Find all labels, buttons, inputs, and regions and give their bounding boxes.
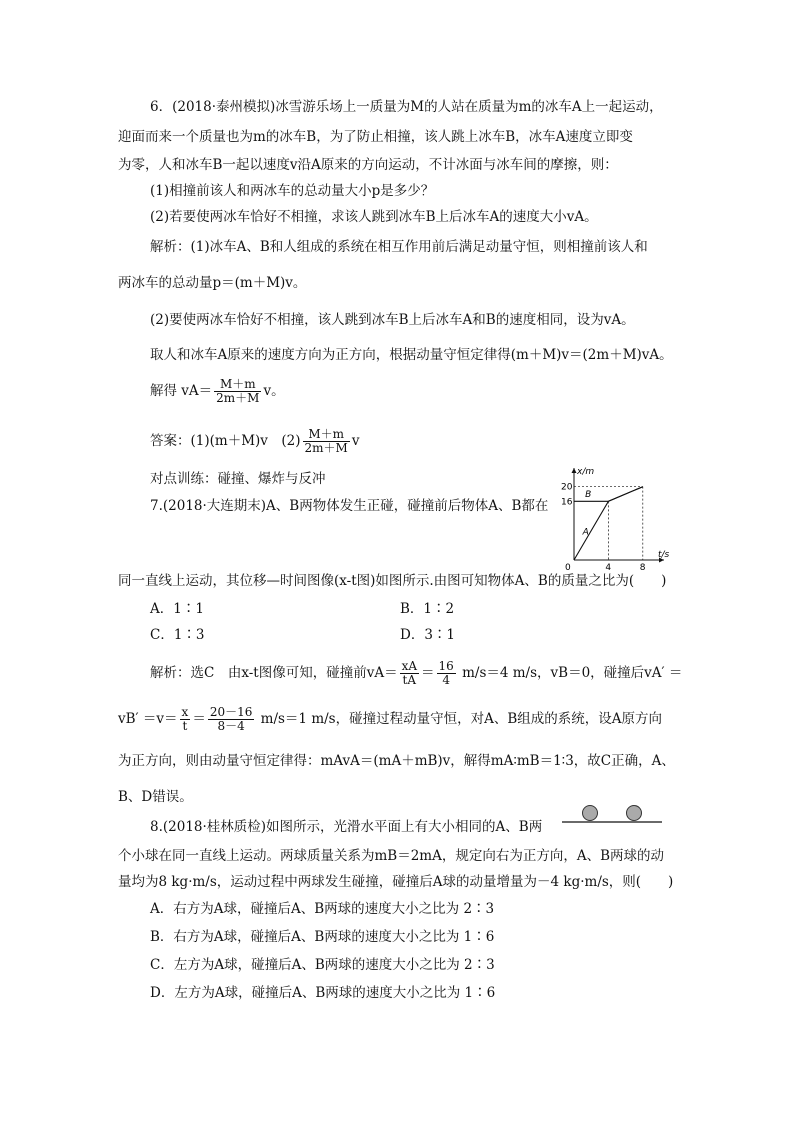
q7-solution-3: 为正方向，则由动量守恒定律得：mAvA＝(mA＋mB)v，解得mA∶mB＝1∶3，故C正确，A、 <box>118 753 675 769</box>
q6-solution-1: 解析：(1)冰车A、B和人组成的系统在相互作用前后满足动量守恒，则相撞前该人和 <box>150 239 648 255</box>
x-tick-label: 8 <box>639 563 646 572</box>
q7-option-c: C．1∶3 <box>150 627 205 643</box>
fraction-numerator: 16 <box>438 659 454 673</box>
q7-sol2-b: m/s＝1 m/s，碰撞过程动量守恒，对A、B组成的系统，设A原方向 <box>260 711 663 727</box>
q6-line3: 为零，人和冰车B一起以速度v沿A原来的方向运动，不计冰面与冰车间的摩擦，则： <box>118 157 618 173</box>
fraction-numerator: 20－16 <box>209 705 253 719</box>
q8-option-c: C．左方为A球，碰撞后A、B两球的速度大小之比为 2∶3 <box>150 957 495 973</box>
q6-solution-5 <box>150 378 285 405</box>
q6-line2: 迎面而来一个质量也为m的冰车B，为了防止相撞，该人跳上冰车B，冰车A速度立即变 <box>118 129 633 145</box>
q6-solution-4: 取人和冰车A原来的速度方向为正方向，根据动量守恒定律得(m＋M)v＝(2m＋M)vA。 <box>150 347 673 363</box>
q8-line2: 个小球在同一直线上运动。两球质量关系为mB＝2mA，规定向右为正方向，A、B两球的动 <box>118 848 665 864</box>
y-tick-label: 16 <box>561 497 573 508</box>
y-axis-label: x/m <box>577 467 595 477</box>
ball-left <box>583 806 598 821</box>
y-tick-label: 20 <box>561 482 573 493</box>
q8-line1: 8.(2018·桂林质检)如图所示，光滑水平面上有大小相同的A、B两 <box>150 819 543 835</box>
q8-option-d: D．左方为A球，碰撞后A、B两球的速度大小之比为 1∶6 <box>150 985 496 1001</box>
q7-option-b: B．1∶2 <box>400 601 455 617</box>
q7-fraction-xa-ta <box>400 660 419 687</box>
y-axis-arrow <box>572 468 577 473</box>
q6-answer-prefix: 答案：(1)(m＋M)v (2) <box>150 433 301 449</box>
q7-line1: 7.(2018·大连期末)A、B两物体发生正碰，碰撞前后物体A、B都在 <box>150 498 549 514</box>
q7-sol1-eq: ＝ <box>421 665 435 681</box>
q7-solution-2: vB′ ＝v＝ $\frac{x}{t}$ ＝ $\frac{20-16}{8-4}$ m/s＝1 m/s，碰撞过程动量守恒，对A、B组成的系统，设A原方向 <box>118 705 663 733</box>
q6-answer-suffix: v <box>351 433 360 449</box>
fraction-numerator: M＋m <box>214 378 261 392</box>
q7-line2: 同一直线上运动，其位移—时间图像(x-t图)如图所示.由图可知物体A、B的质量之比为( ) <box>118 573 667 589</box>
fraction-denominator: 2m＋M <box>216 391 260 405</box>
fraction-numerator: M＋m <box>303 428 350 442</box>
q6-answer <box>150 428 359 455</box>
fraction-numerator: x <box>181 705 189 719</box>
fraction-denominator: tA <box>402 673 417 687</box>
balls-figure <box>562 798 662 828</box>
section-heading: 对点训练：碰撞、爆炸与反冲 <box>150 471 326 487</box>
x-tick-label: 4 <box>605 563 612 572</box>
q6-sub2: (2)若要使两冰车恰好不相撞，求该人跳到冰车B上后冰车A的速度大小vA。 <box>150 209 598 225</box>
q7-fraction-x-t <box>180 706 191 733</box>
q8-line3: 量均为8 kg·m/s，运动过程中两球发生碰撞，碰撞后A球的动量增量为－4 kg·m/s，则( ) <box>118 874 674 890</box>
q7-option-d: D．3∶1 <box>400 627 456 643</box>
q7-fraction-16-4 <box>437 660 456 687</box>
q6-line1: 6．(2018·泰州模拟)冰雪游乐场上一质量为M的人站在质量为m的冰车A上一起运动， <box>150 99 663 115</box>
fraction-denominator: t <box>182 719 188 733</box>
series-label-A: A <box>582 527 589 538</box>
fraction-numerator: xA <box>401 659 418 673</box>
fraction-denominator: 8－4 <box>217 719 245 733</box>
q7-fraction-values <box>208 706 255 733</box>
q7-sol1-b: m/s＝4 m/s，vB＝0，碰撞后vA′ ＝ <box>462 665 683 681</box>
q6-sol5-prefix: 解得 vA＝ <box>150 383 213 399</box>
q6-fraction <box>214 378 261 405</box>
q6-solution-3: (2)要使两冰车恰好不相撞，该人跳到冰车B上后冰车A和B的速度相同，设为vA。 <box>150 312 635 328</box>
q7-solution-4: B、D错误。 <box>118 789 193 805</box>
q8-option-a: A．右方为A球，碰撞后A、B两球的速度大小之比为 2∶3 <box>150 901 495 917</box>
q6-sub1: (1)相撞前该人和两冰车的总动量大小p是多少？ <box>150 183 435 199</box>
series-label-B: B <box>585 489 592 500</box>
q6-sol5-suffix: v。 <box>263 383 285 399</box>
q8-option-b: B．右方为A球，碰撞后A、B两球的速度大小之比为 1∶6 <box>150 929 495 945</box>
q7-sol1-a: 解析：选C 由x-t图像可知，碰撞前vA＝ <box>150 665 398 681</box>
graph-root <box>561 467 670 572</box>
q7-sol2-a: vB′ ＝v＝ <box>118 711 178 727</box>
q6-answer-fraction <box>303 428 350 455</box>
x-axis-label: t/s <box>658 550 670 560</box>
origin-label: 0 <box>565 563 571 572</box>
q7-solution-1 <box>150 660 682 687</box>
q6-solution-2: 两冰车的总动量p＝(m＋M)v。 <box>118 275 307 291</box>
xt-graph <box>560 462 670 572</box>
ball-right <box>627 806 642 821</box>
q7-option-a: A．1∶1 <box>150 601 204 617</box>
fraction-denominator: 2m＋M <box>304 441 348 455</box>
fraction-denominator: 4 <box>442 673 450 687</box>
